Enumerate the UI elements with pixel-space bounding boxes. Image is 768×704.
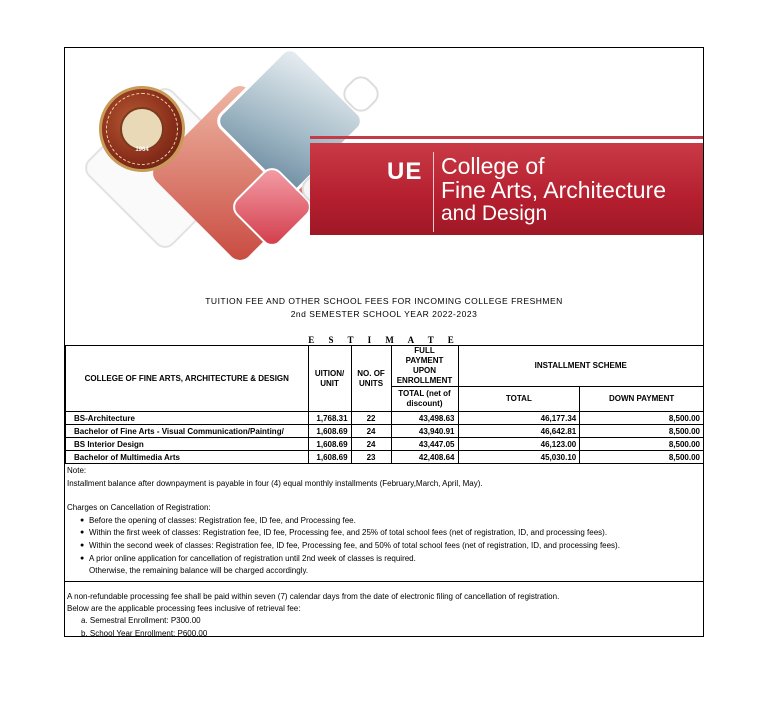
program-name: Bachelor of Fine Arts - Visual Communication/Painting/ (66, 425, 309, 438)
table-row (66, 451, 704, 464)
college-name (441, 154, 666, 226)
banner-separator (433, 152, 434, 232)
tuition-per-unit: 1,608.69 (308, 451, 351, 464)
list-item: a. Semestral Enrollment: P300.00 (81, 616, 201, 626)
list-item: ● A prior online application for cancellation of registration until 2nd week of classes is required. (89, 553, 699, 566)
ue-logo-text: UE (387, 158, 423, 185)
section-divider (65, 581, 703, 582)
banner-accent-line (310, 136, 703, 139)
header-down-payment: DOWN PAYMENT (580, 387, 704, 412)
fee-table (65, 345, 704, 464)
table-row (66, 438, 704, 451)
down-payment: 8,500.00 (580, 451, 704, 464)
college-name-line1: College of (441, 153, 545, 179)
charges-tail: Otherwise, the remaining balance will be charged accordingly. (89, 566, 309, 576)
semester-title: 2nd SEMESTER SCHOOL YEAR 2022-2023 (290, 309, 478, 319)
seal-year: 1964 (135, 147, 149, 153)
charges-list (67, 515, 699, 565)
note-label: Note: (67, 466, 87, 475)
program-name: BS-Architecture (66, 412, 309, 425)
estimate-label: E S T I M A T E (308, 335, 460, 345)
installment-note: Installment balance after downpayment is payable in four (4) equal monthly installments (February,March, April, May). (67, 478, 483, 488)
notes-section (67, 465, 699, 578)
down-payment: 8,500.00 (580, 412, 704, 425)
full-payment-total: 43,498.63 (391, 412, 458, 425)
header-full-payment: FULL PAYMENT UPON ENROLLMENT (391, 346, 458, 387)
tuition-per-unit: 1,768.31 (308, 412, 351, 425)
fee-title: TUITION FEE AND OTHER SCHOOL FEES FOR INCOMING COLLEGE FRESHMEN (205, 296, 563, 306)
processing-section (67, 591, 699, 637)
down-payment: 8,500.00 (580, 425, 704, 438)
installment-total: 45,030.10 (458, 451, 580, 464)
college-banner (65, 48, 703, 293)
table-row (66, 412, 704, 425)
units-count: 23 (351, 451, 391, 464)
college-name-line2: Fine Arts, Architecture (441, 177, 666, 203)
full-payment-total: 43,940.91 (391, 425, 458, 438)
header-full-total: TOTAL (net of discount) (391, 387, 458, 412)
units-count: 24 (351, 438, 391, 451)
list-item: b. School Year Enrollment: P600.00 (81, 628, 208, 637)
program-name: Bachelor of Multimedia Arts (66, 451, 309, 464)
college-seal-icon (99, 86, 185, 172)
list-item: ● Within the second week of classes: Registration fee, ID fee, Processing fee, and 50% of total school fees (net of registration, ID, and processing fees). (89, 540, 699, 553)
down-payment: 8,500.00 (580, 438, 704, 451)
header-tuition: UITION/ UNIT (308, 346, 351, 412)
list-item: ● Within the first week of classes: Registration fee, ID fee, Processing fee, and 25% of total school fees (net of registration, ID, and processing fees). (89, 527, 699, 540)
installment-total: 46,177.34 (458, 412, 580, 425)
full-payment-total: 43,447.05 (391, 438, 458, 451)
list-item: ● Before the opening of classes: Registration fee, ID fee, and Processing fee. (89, 515, 699, 528)
tuition-per-unit: 1,608.69 (308, 425, 351, 438)
units-count: 24 (351, 425, 391, 438)
processing-line2: Below are the applicable processing fees inclusive of retrieval fee: (67, 604, 301, 614)
table-row (66, 425, 704, 438)
header-installment: INSTALLMENT SCHEME (458, 346, 704, 387)
charges-title: Charges on Cancellation of Registration: (67, 503, 211, 513)
installment-total: 46,123.00 (458, 438, 580, 451)
program-name: BS Interior Design (66, 438, 309, 451)
installment-total: 46,642.81 (458, 425, 580, 438)
tuition-per-unit: 1,608.69 (308, 438, 351, 451)
seal-emblem (120, 107, 164, 151)
full-payment-total: 42,408.64 (391, 451, 458, 464)
units-count: 22 (351, 412, 391, 425)
header-college: COLLEGE OF FINE ARTS, ARCHITECTURE & DESIGN (66, 346, 309, 412)
college-name-line3: and Design (441, 202, 548, 225)
fee-sheet (64, 47, 704, 637)
header-units: NO. OF UNITS (351, 346, 391, 412)
processing-line1: A non-refundable processing fee shall be paid within seven (7) calendar days from the date of electronic filing of cancellation of registration. (67, 592, 560, 601)
header-inst-total: TOTAL (458, 387, 580, 412)
